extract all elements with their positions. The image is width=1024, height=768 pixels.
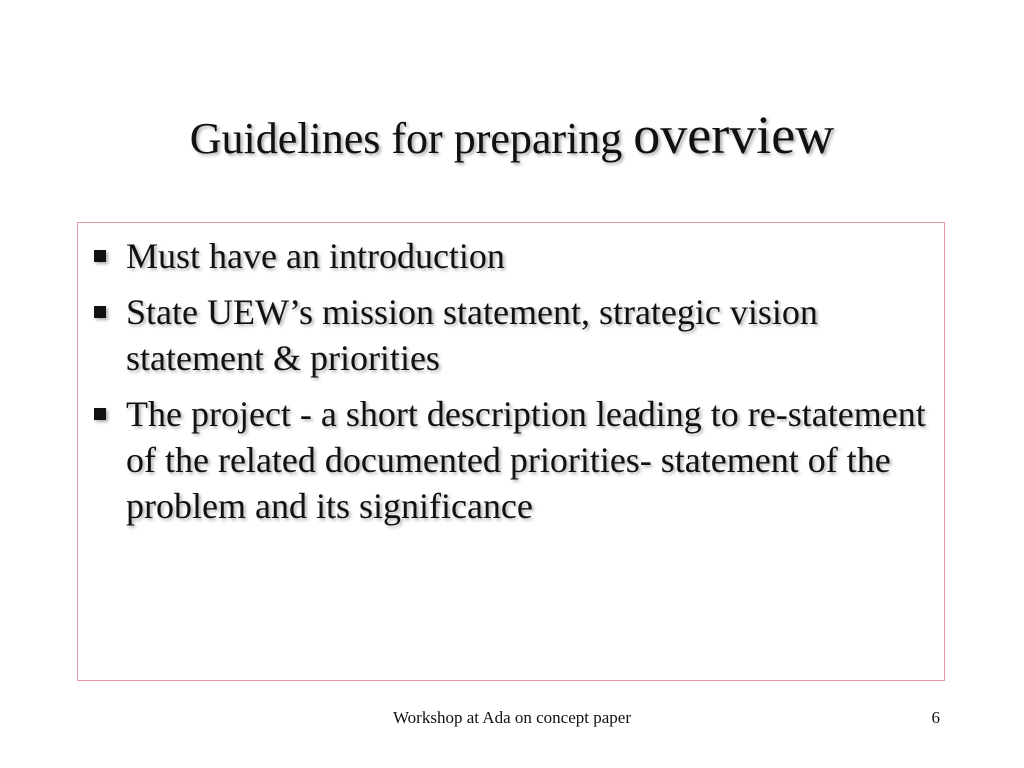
slide-title-part1: Guidelines for preparing [189,114,634,163]
content-box [77,222,945,681]
bullet-item [92,391,932,529]
square-bullet-icon [94,306,106,318]
square-bullet-icon [94,408,106,420]
bullet-text: Must have an introduction [126,236,505,276]
bullet-list [92,233,932,539]
footer-text: Workshop at Ada on concept paper [393,708,631,727]
square-bullet-icon [94,250,106,262]
bullet-item [92,289,932,381]
bullet-text: State UEW’s mission statement, strategic vision statement & priorities [126,292,818,378]
page-number: 6 [931,708,940,727]
bullet-text: The project - a short description leading to re-statement of the related documented priorities- statement of the problem and its significance [126,394,926,526]
bullet-item [92,233,932,279]
slide-title-part2: overview [633,105,835,165]
slide-title [0,100,1024,174]
